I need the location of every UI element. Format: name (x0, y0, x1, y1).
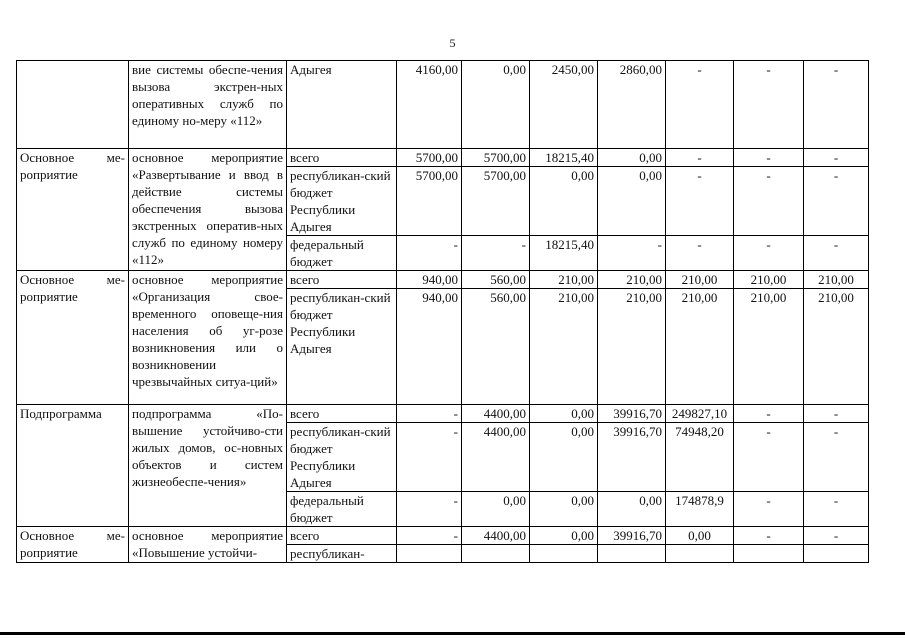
value-cell: 210,00 (804, 271, 869, 289)
value-cell: - (666, 167, 734, 236)
table-row (17, 527, 869, 545)
funding-source-cell: федеральный бюджет (287, 492, 397, 527)
value-cell: - (666, 236, 734, 271)
value-cell: 0,00 (666, 527, 734, 545)
value-cell: 210,00 (734, 289, 804, 405)
value-cell: - (397, 492, 462, 527)
section-cell: Основное ме-роприятие (17, 527, 129, 563)
section-cell: Основное ме-роприятие (17, 271, 129, 405)
value-cell: - (734, 405, 804, 423)
value-cell (397, 545, 462, 563)
page-bottom-rule (0, 632, 905, 635)
page-number: 5 (449, 36, 456, 50)
value-cell: - (804, 61, 869, 149)
value-cell: 210,00 (598, 271, 666, 289)
value-cell: 560,00 (462, 289, 530, 405)
value-cell: 4400,00 (462, 405, 530, 423)
value-cell: - (734, 61, 804, 149)
table-row (17, 405, 869, 423)
value-cell: 210,00 (530, 289, 598, 405)
value-cell: - (666, 149, 734, 167)
value-cell: 210,00 (734, 271, 804, 289)
value-cell: 74948,20 (666, 423, 734, 492)
value-cell (804, 545, 869, 563)
activity-name-cell: вие системы обеспе-чения вызова экстрен-ных оперативных служб по единому но-меру «112» (129, 61, 287, 149)
value-cell: - (397, 527, 462, 545)
value-cell: - (804, 405, 869, 423)
value-cell (530, 545, 598, 563)
value-cell: - (804, 236, 869, 271)
value-cell: 0,00 (530, 423, 598, 492)
value-cell: 210,00 (530, 271, 598, 289)
funding-source-cell: республикан-ский бюджет Республики Адыгея (287, 167, 397, 236)
value-cell: 39916,70 (598, 527, 666, 545)
value-cell: 0,00 (530, 167, 598, 236)
table-row (17, 61, 869, 149)
value-cell: - (804, 423, 869, 492)
funding-source-cell: республикан-ский бюджет Республики Адыгея (287, 423, 397, 492)
value-cell: - (804, 527, 869, 545)
value-cell: - (734, 149, 804, 167)
value-cell: 210,00 (598, 289, 666, 405)
value-cell: 18215,40 (530, 149, 598, 167)
value-cell: - (397, 236, 462, 271)
funding-source-cell: Адыгея (287, 61, 397, 149)
value-cell: 0,00 (530, 492, 598, 527)
section-cell (17, 61, 129, 149)
funding-source-cell: всего (287, 527, 397, 545)
funding-source-cell: всего (287, 149, 397, 167)
budget-table-body (17, 61, 869, 563)
value-cell: 249827,10 (666, 405, 734, 423)
value-cell: 210,00 (666, 289, 734, 405)
value-cell: - (804, 167, 869, 236)
value-cell: 39916,70 (598, 405, 666, 423)
value-cell: 0,00 (530, 527, 598, 545)
funding-source-cell: федеральный бюджет (287, 236, 397, 271)
value-cell: 39916,70 (598, 423, 666, 492)
value-cell: - (804, 492, 869, 527)
value-cell (598, 545, 666, 563)
value-cell: 5700,00 (462, 167, 530, 236)
section-cell: Подпрограмма (17, 405, 129, 527)
value-cell: 0,00 (462, 492, 530, 527)
value-cell (734, 545, 804, 563)
value-cell: - (598, 236, 666, 271)
value-cell: 0,00 (598, 167, 666, 236)
funding-source-cell: всего (287, 405, 397, 423)
value-cell: 5700,00 (397, 167, 462, 236)
value-cell: 4400,00 (462, 527, 530, 545)
value-cell: 560,00 (462, 271, 530, 289)
value-cell: 18215,40 (530, 236, 598, 271)
value-cell: 174878,9 (666, 492, 734, 527)
value-cell: - (734, 492, 804, 527)
value-cell: - (397, 405, 462, 423)
value-cell: 5700,00 (397, 149, 462, 167)
value-cell: - (666, 61, 734, 149)
table-row (17, 149, 869, 167)
value-cell: 4400,00 (462, 423, 530, 492)
value-cell: - (734, 527, 804, 545)
value-cell: 0,00 (598, 492, 666, 527)
value-cell: 940,00 (397, 271, 462, 289)
value-cell: 2860,00 (598, 61, 666, 149)
value-cell: 2450,00 (530, 61, 598, 149)
value-cell: 210,00 (804, 289, 869, 405)
value-cell (666, 545, 734, 563)
value-cell: - (462, 236, 530, 271)
activity-name-cell: основное мероприятие «Повышение устойчи- (129, 527, 287, 563)
value-cell: - (734, 167, 804, 236)
funding-source-cell: республикан- (287, 545, 397, 563)
value-cell: 0,00 (598, 149, 666, 167)
value-cell: - (734, 236, 804, 271)
value-cell: - (804, 149, 869, 167)
activity-name-cell: подпрограмма «По-вышение устойчиво-сти жилых домов, ос-новных объектов и систем жизнеобеспе-чения» (129, 405, 287, 527)
value-cell: 210,00 (666, 271, 734, 289)
activity-name-cell: основное мероприятие «Развертывание и ввод в действие системы обеспечения вызова экстренных оператив-ных служб по единому номеру «112» (129, 149, 287, 271)
value-cell: 4160,00 (397, 61, 462, 149)
budget-table (16, 60, 869, 563)
value-cell: 0,00 (462, 61, 530, 149)
value-cell: 5700,00 (462, 149, 530, 167)
section-cell: Основное ме-роприятие (17, 149, 129, 271)
funding-source-cell: всего (287, 271, 397, 289)
value-cell: 0,00 (530, 405, 598, 423)
table-row (17, 271, 869, 289)
value-cell: - (397, 423, 462, 492)
activity-name-cell: основное мероприятие «Организация свое-временного оповеще-ния населения об уг-розе возникновения или о возникновении чрезвычайных ситуа-ций» (129, 271, 287, 405)
value-cell: 940,00 (397, 289, 462, 405)
value-cell (462, 545, 530, 563)
value-cell: - (734, 423, 804, 492)
funding-source-cell: республикан-ский бюджет Республики Адыгея (287, 289, 397, 405)
